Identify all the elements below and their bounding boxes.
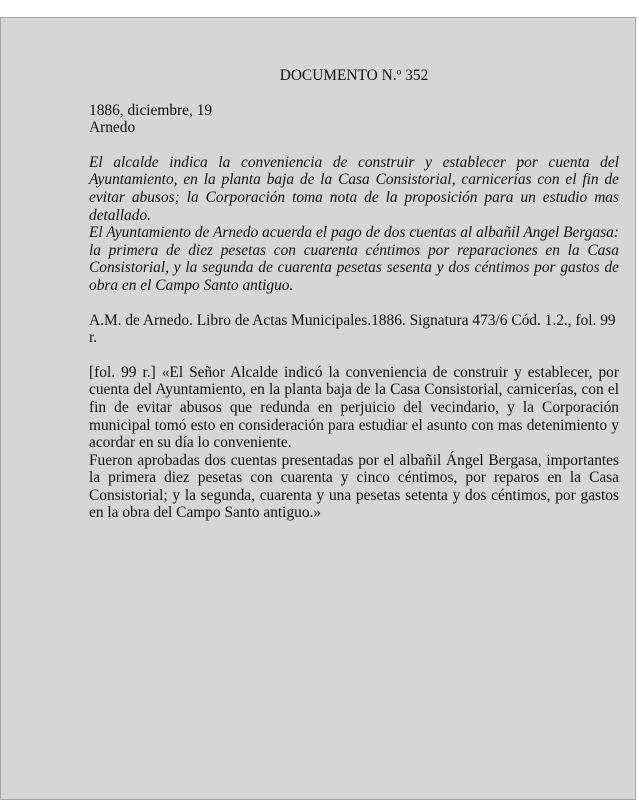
document-body [89,67,619,522]
document-place: Arnedo [89,119,136,137]
summary-paragraph-2: El Ayuntamiento de Arnedo acuerda el pago de dos cuentas al albañil Angel Bergasa: la primera de diez pesetas con cuarenta céntimos por reparaciones en la Casa Consistorial, y la segunda de cuarenta pesetas sesenta y dos céntimos por gastos de obra en el Campo Santo antiguo. [89,224,619,294]
document-date: 1886, diciembre, 19 [89,101,213,119]
spacer [89,347,619,364]
spacer [89,295,619,312]
source-reference: A.M. de Arnedo. Libro de Actas Municipales.1886. Signatura 473/6 Cód. 1.2., fol. 99 r. [89,311,616,347]
document-title: DOCUMENTO N.º 352 [279,67,429,84]
transcription-paragraph-1: [fol. 99 r.] «El Señor Alcalde indicó la conveniencia de construir y establecer, por cuenta del Ayuntamiento, en la planta baja de la Casa Consistorial, carnicerías, con el fin de evitar abusos que redunda en perjuicio del vecindario, y la Corporación municipal tomó esto en consideración para estudiar el asunto con mas detenimiento y acordar en su día lo conveniente. [89,363,619,452]
spacer [89,137,619,154]
document-page [0,17,636,800]
summary-paragraph-1: El alcalde indica la conveniencia de construir y establecer por cuenta del Ayuntamiento, en la planta baja de la Casa Consistorial, carnicerías con el fin de evitar abusos; la Corporación toma nota de la proposición para un estudio mas detallado. [89,153,619,224]
transcription-paragraph-2: Fueron aprobadas dos cuentas presentadas por el albañil Ángel Bergasa, importantes la primera diez pesetas con cuarenta y cinco céntimos, por reparos en la Casa Consistorial; y la segunda, cuarenta y una pesetas setenta y dos céntimos, por gastos en la obra del Campo Santo antiguo.» [89,451,619,522]
